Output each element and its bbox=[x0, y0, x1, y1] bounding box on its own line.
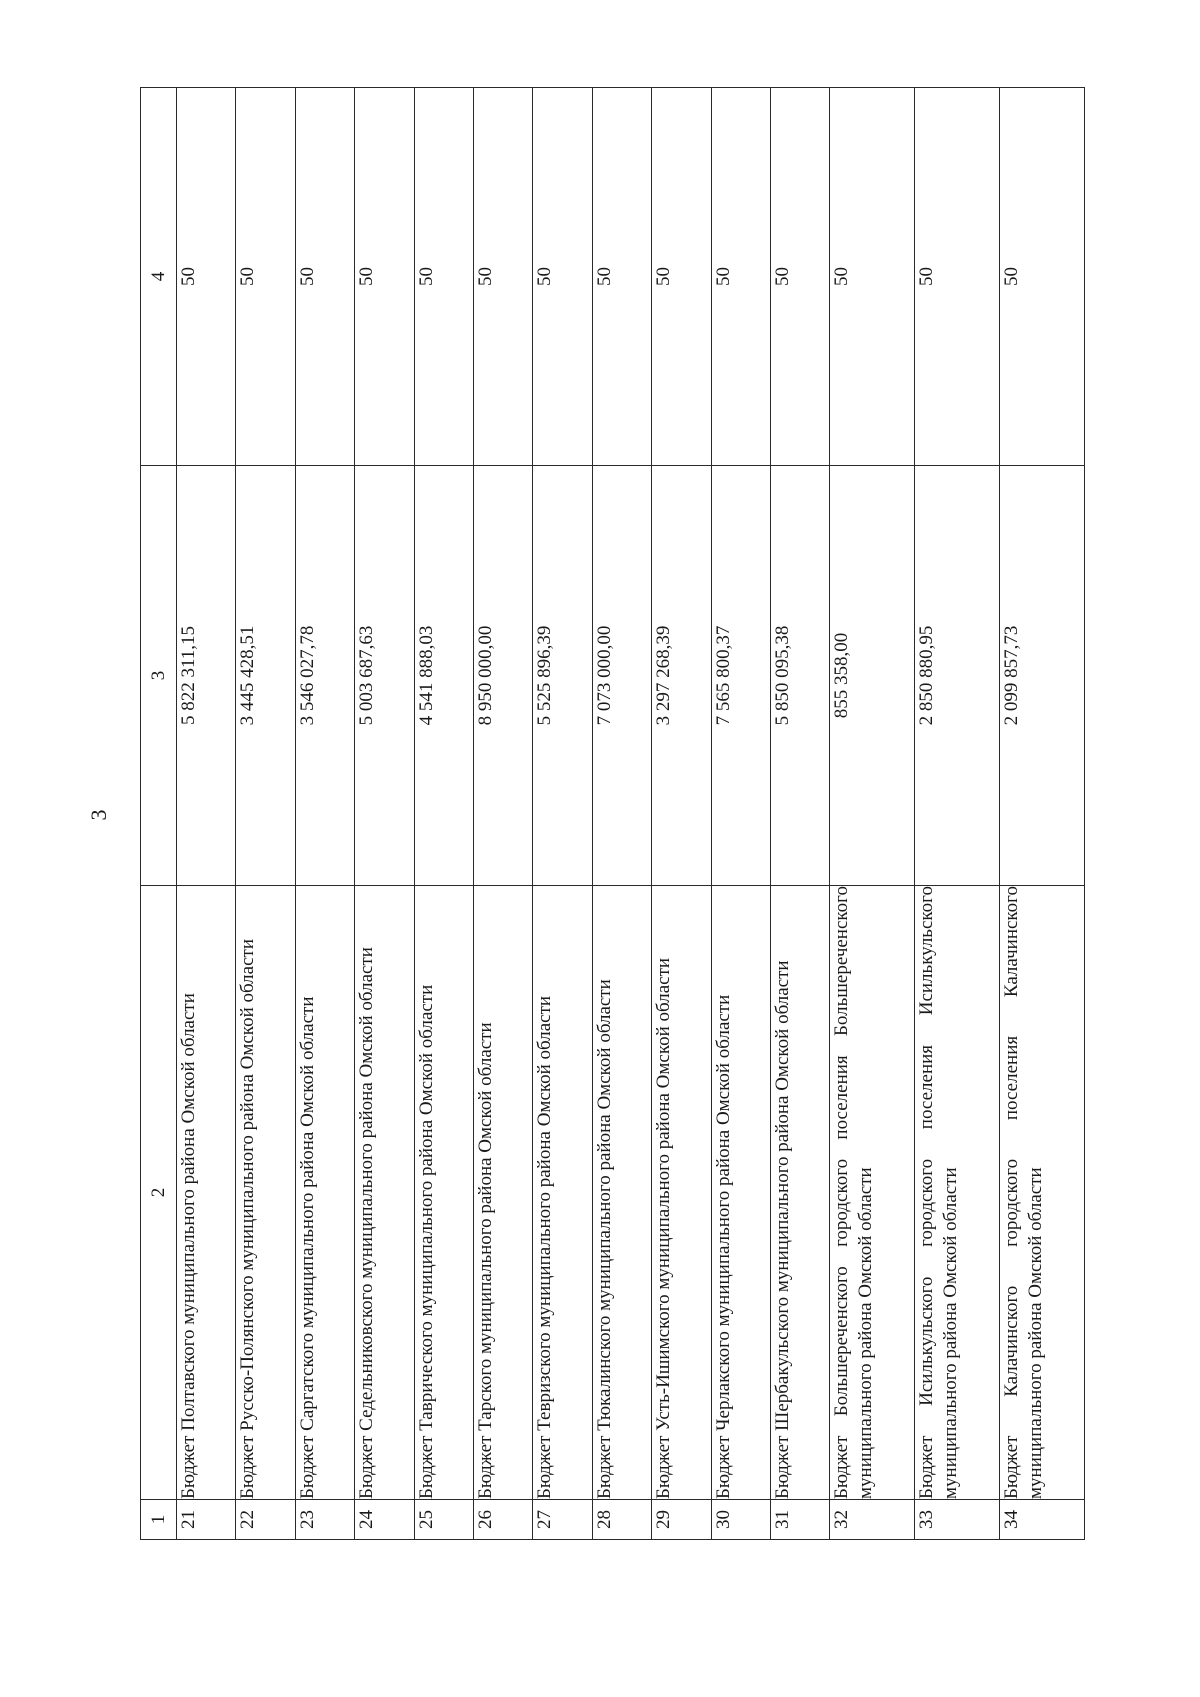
table-row bbox=[533, 88, 592, 1540]
row-number: 24 bbox=[355, 1500, 414, 1540]
budget-percent: 50 bbox=[592, 88, 651, 466]
budget-amount: 855 358,00 bbox=[830, 466, 915, 886]
row-number: 32 bbox=[830, 1500, 915, 1540]
table-row bbox=[830, 88, 915, 1540]
budget-name: Бюджет Русско-Полянского муниципального района Омской области bbox=[236, 886, 295, 1500]
budget-percent: 50 bbox=[652, 88, 711, 466]
budget-amount: 7 565 800,37 bbox=[711, 466, 770, 886]
budget-amount: 3 546 027,78 bbox=[295, 466, 354, 886]
budget-percent: 50 bbox=[177, 88, 236, 466]
row-number: 29 bbox=[652, 1500, 711, 1540]
budget-name: Бюджет Полтавского муниципального района Омской области bbox=[177, 886, 236, 1500]
row-number: 26 bbox=[473, 1500, 532, 1540]
budget-percent: 50 bbox=[295, 88, 354, 466]
table-row bbox=[236, 88, 295, 1540]
column-header-4: 4 bbox=[141, 88, 177, 466]
table-row bbox=[1000, 88, 1085, 1540]
budget-amount: 2 099 857,73 bbox=[1000, 466, 1085, 886]
budget-percent: 50 bbox=[711, 88, 770, 466]
budget-name: Бюджет Саргатского муниципального района Омской области bbox=[295, 886, 354, 1500]
table-row bbox=[770, 88, 829, 1540]
budget-name: Бюджет Тевризского муниципального района Омской области bbox=[533, 886, 592, 1500]
row-number: 28 bbox=[592, 1500, 651, 1540]
budget-percent: 50 bbox=[770, 88, 829, 466]
budget-amount: 5 525 896,39 bbox=[533, 466, 592, 886]
budget-percent: 50 bbox=[414, 88, 473, 466]
column-header-2: 2 bbox=[141, 886, 177, 1500]
budget-percent: 50 bbox=[533, 88, 592, 466]
budget-name: Бюджет Исилькульского городского поселения Исилькульского муниципального района Омской области bbox=[915, 886, 1000, 1500]
table-header-row bbox=[141, 88, 177, 1540]
page-number: 3 bbox=[86, 809, 111, 821]
row-number: 21 bbox=[177, 1500, 236, 1540]
table-row bbox=[177, 88, 236, 1540]
column-header-3: 3 bbox=[141, 466, 177, 886]
budget-table bbox=[140, 87, 1085, 1540]
row-number: 34 bbox=[1000, 1500, 1085, 1540]
row-number: 27 bbox=[533, 1500, 592, 1540]
table-row bbox=[355, 88, 414, 1540]
budget-percent: 50 bbox=[355, 88, 414, 466]
budget-amount: 5 822 311,15 bbox=[177, 466, 236, 886]
budget-name: Бюджет Большереченского городского поселения Большереченского муниципального района Омской области bbox=[830, 886, 915, 1500]
budget-percent: 50 bbox=[1000, 88, 1085, 466]
table-row bbox=[652, 88, 711, 1540]
budget-name: Бюджет Седельниковского муниципального района Омской области bbox=[355, 886, 414, 1500]
table-row bbox=[295, 88, 354, 1540]
budget-amount: 4 541 888,03 bbox=[414, 466, 473, 886]
column-header-1: 1 bbox=[141, 1500, 177, 1540]
row-number: 33 bbox=[915, 1500, 1000, 1540]
row-number: 30 bbox=[711, 1500, 770, 1540]
row-number: 31 bbox=[770, 1500, 829, 1540]
budget-percent: 50 bbox=[236, 88, 295, 466]
budget-percent: 50 bbox=[473, 88, 532, 466]
table-row bbox=[414, 88, 473, 1540]
budget-name: Бюджет Таврического муниципального района Омской области bbox=[414, 886, 473, 1500]
budget-name: Бюджет Тюкалинского муниципального района Омской области bbox=[592, 886, 651, 1500]
budget-amount: 5 850 095,38 bbox=[770, 466, 829, 886]
table-row bbox=[473, 88, 532, 1540]
budget-name: Бюджет Черлакского муниципального района Омской области bbox=[711, 886, 770, 1500]
budget-percent: 50 bbox=[830, 88, 915, 466]
row-number: 23 bbox=[295, 1500, 354, 1540]
budget-name: Бюджет Калачинского городского поселения Калачинского муниципального района Омской области bbox=[1000, 886, 1085, 1500]
budget-name: Бюджет Шербакульского муниципального района Омской области bbox=[770, 886, 829, 1500]
budget-amount: 5 003 687,63 bbox=[355, 466, 414, 886]
budget-amount: 3 445 428,51 bbox=[236, 466, 295, 886]
budget-amount: 7 073 000,00 bbox=[592, 466, 651, 886]
budget-amount: 3 297 268,39 bbox=[652, 466, 711, 886]
budget-amount: 8 950 000,00 bbox=[473, 466, 532, 886]
row-number: 25 bbox=[414, 1500, 473, 1540]
budget-table-container bbox=[140, 88, 1085, 1540]
budget-name: Бюджет Усть-Ишимского муниципального района Омской области bbox=[652, 886, 711, 1500]
table-row bbox=[711, 88, 770, 1540]
budget-name: Бюджет Тарского муниципального района Омской области bbox=[473, 886, 532, 1500]
budget-amount: 2 850 880,95 bbox=[915, 466, 1000, 886]
budget-percent: 50 bbox=[915, 88, 1000, 466]
table-row bbox=[915, 88, 1000, 1540]
table-row bbox=[592, 88, 651, 1540]
row-number: 22 bbox=[236, 1500, 295, 1540]
